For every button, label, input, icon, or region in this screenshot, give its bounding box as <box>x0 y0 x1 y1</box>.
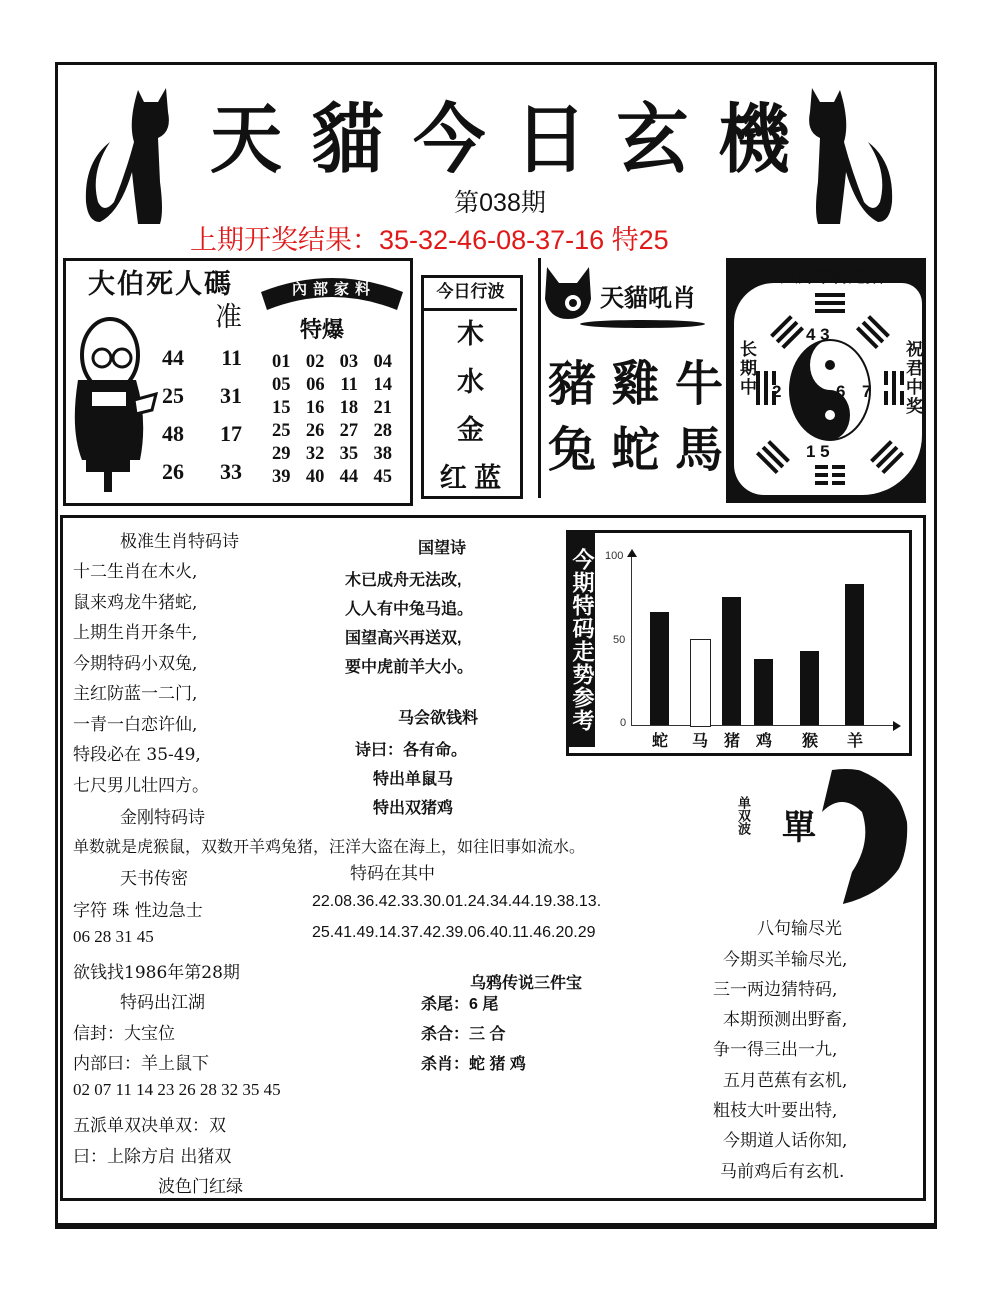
number: 33 <box>220 459 242 484</box>
crow-title: 乌鸦传说三件宝 <box>470 975 583 992</box>
guowang-poem-title: 国望诗 <box>418 540 467 557</box>
bagua-left-text: 长期中 <box>737 340 756 397</box>
last-draw-result: 上期开奖结果：35-32-46-08-37-16 特25 <box>190 225 669 255</box>
bagua-title: 八卦中特尾數 <box>781 267 883 286</box>
crow-line: 杀合：三 合 <box>421 1026 506 1043</box>
y-tick-label: 100 <box>605 550 624 562</box>
cat-face-icon <box>543 265 593 320</box>
wave-item: 金 <box>457 415 484 445</box>
mahui-line: 诗曰：各有命。 <box>355 742 468 759</box>
photo-big-char: 單 <box>782 808 816 848</box>
zodiac-grid <box>548 345 723 477</box>
title-char: 天 <box>210 94 283 184</box>
jianghu-line: 波色门红绿 <box>158 1177 243 1197</box>
jingang-title: 金刚特码诗 <box>120 808 205 828</box>
inside-info-banner-text: 內部家料 <box>291 280 376 298</box>
zodiac: 馬 <box>674 422 723 478</box>
zodiac: 豬 <box>548 356 597 412</box>
poem-line: 要中虎前羊大小。 <box>345 659 474 676</box>
zodiac: 雞 <box>611 356 660 412</box>
number: 03 <box>339 352 359 372</box>
crow-line: 杀尾：6 尾 <box>421 996 499 1013</box>
pair-row <box>162 421 242 459</box>
x-tick-label: 猴 <box>801 731 818 750</box>
title-char: 貓 <box>311 94 384 184</box>
zodiac: 牛 <box>674 356 723 412</box>
eight-poem-line: 粗枝大叶要出特, <box>713 1101 838 1121</box>
tianshu-line: 06 28 31 45 <box>73 927 154 946</box>
jianghu-line: 02 07 11 14 23 26 28 32 35 45 <box>73 1080 281 1099</box>
uncle-number-pairs <box>162 345 242 497</box>
x-tick-label: 马 <box>691 731 708 750</box>
jianghu-line: 五派单双决单双：双 <box>73 1116 226 1136</box>
eight-poem-title: 八句输尽光 <box>757 919 842 939</box>
eight-poem-line: 马前鸡后有玄机. <box>720 1162 845 1182</box>
poem-line: 上期生肖开条牛, <box>73 623 198 643</box>
bagua-right-text: 祝君中奖 <box>903 340 922 416</box>
number: 02 <box>305 352 325 372</box>
poem-line: 特段必在 35-49, <box>73 745 201 765</box>
chart-title: 今期特码走势参考 <box>569 533 595 747</box>
y-tick-label: 50 <box>613 634 626 646</box>
eight-poem-line: 争一得三出一九, <box>713 1040 838 1060</box>
uncle-box-title: 大伯死人碼 <box>88 269 233 300</box>
y-tick-label: 0 <box>620 717 627 729</box>
cat-silhouette-left-icon <box>80 82 190 232</box>
number: 11 <box>340 375 358 395</box>
poem-line: 木已成舟无法改, <box>345 572 462 589</box>
poem-line: 人人有中兔马追。 <box>345 601 474 618</box>
eight-poem-line: 今期道人话你知, <box>723 1131 848 1151</box>
chart-bar <box>650 612 669 725</box>
eight-poem-line: 今期买羊输尽光, <box>723 950 848 970</box>
grid-row <box>272 375 392 398</box>
mahui-line: 特出单鼠马 <box>373 771 454 788</box>
number: 26 <box>305 421 325 441</box>
bagua-number-bottom: 1 5 <box>806 442 830 461</box>
wave-item: 水 <box>457 367 484 397</box>
number: 48 <box>162 421 184 446</box>
number: 15 <box>272 398 291 418</box>
chart-bar <box>690 639 711 727</box>
jianghu-line: 信封：大宝位 <box>73 1024 175 1044</box>
zodiac-poem-title: 极准生肖特码诗 <box>120 532 239 552</box>
old-man-cartoon-icon <box>70 310 160 495</box>
poem-line: 一青一白恋许仙, <box>73 714 198 735</box>
chart-bar <box>722 597 741 725</box>
jianghu-line: 曰：上除方启 出猪双 <box>73 1147 232 1167</box>
bagua-number-center: 6 <box>836 382 846 401</box>
mahui-title: 马会欲钱料 <box>398 710 479 727</box>
poem-line: 今期特码小双兔, <box>73 653 198 674</box>
x-tick-label: 猪 <box>723 731 740 750</box>
grid-row <box>272 398 392 421</box>
tema-in-title: 特码在其中 <box>350 864 435 884</box>
bagua-number-right: 7 <box>862 382 872 401</box>
title-char: 日 <box>514 94 587 184</box>
number: 05 <box>272 375 291 395</box>
zodiac: 兔 <box>548 422 597 478</box>
jianghu-line: 内部曰：羊上鼠下 <box>73 1054 209 1074</box>
pair-row <box>162 345 242 383</box>
tianshu-line: 欲钱找1986年第28期 <box>73 963 240 983</box>
pair-row <box>162 383 242 421</box>
number: 38 <box>373 444 392 464</box>
tianshu-title: 天书传密 <box>120 869 188 889</box>
jingang-line: 单数就是虎猴鼠，双数开羊鸡兔猪，汪洋大盗在海上，如往旧事如流水。 <box>73 837 586 856</box>
grid-row <box>272 421 392 444</box>
number: 16 <box>305 398 325 418</box>
number: 25 <box>272 421 291 441</box>
crow-line: 杀肖：蛇 猪 鸡 <box>421 1056 526 1073</box>
number: 35 <box>339 444 359 464</box>
today-wave-title: 今日行波 <box>424 278 517 311</box>
photo-small-text: 单双波 <box>735 796 750 835</box>
number: 32 <box>305 444 325 464</box>
chart-bar <box>800 651 819 725</box>
chart-x-axis <box>631 725 893 726</box>
today-wave-list <box>424 312 517 504</box>
number: 31 <box>220 383 242 408</box>
number: 27 <box>339 421 359 441</box>
number: 44 <box>339 467 359 487</box>
number: 45 <box>373 467 392 487</box>
divider <box>580 320 705 328</box>
inside-number-grid <box>272 352 392 490</box>
zodiac-row <box>548 345 723 411</box>
number: 06 <box>306 375 325 395</box>
issue-number: 第038期 <box>454 189 546 217</box>
jianghu-title: 特码出江湖 <box>120 993 205 1013</box>
grid-row <box>272 352 392 375</box>
mahui-line: 特出双猪鸡 <box>373 800 454 817</box>
number: 28 <box>373 421 392 441</box>
number: 21 <box>373 398 392 418</box>
zodiac: 蛇 <box>611 422 660 478</box>
bagua-number-top: 4 3 <box>806 325 830 344</box>
cat-zodiac-title: 天貓吼肖 <box>600 283 696 312</box>
number: 25 <box>162 383 184 408</box>
bagua-number-left: 2 <box>772 382 782 401</box>
title-char: 玄 <box>616 94 689 184</box>
guowang-poem <box>345 567 473 683</box>
poem-line: 十二生肖在木火, <box>73 562 198 582</box>
number: 26 <box>162 459 184 484</box>
chart-y-axis <box>631 557 632 725</box>
page-title <box>210 88 790 184</box>
eight-poem-line: 三一两边猜特码, <box>713 980 838 1000</box>
number: 18 <box>339 398 359 418</box>
pair-row <box>162 459 242 497</box>
grid-row <box>272 467 392 490</box>
number: 04 <box>373 352 392 372</box>
inside-info-subtitle: 特爆 <box>300 317 345 343</box>
poem-line: 鼠来鸡龙牛猪蛇, <box>73 592 198 613</box>
number: 14 <box>373 375 392 395</box>
wave-item: 红 蓝 <box>439 463 502 493</box>
tianshu-line: 字符 珠 性边急士 <box>73 901 203 921</box>
x-axis-arrow-icon <box>893 721 901 731</box>
wave-item: 木 <box>457 319 484 349</box>
number: 44 <box>162 345 184 370</box>
number: 40 <box>305 467 325 487</box>
x-tick-label: 蛇 <box>651 731 668 750</box>
cat-silhouette-right-icon <box>788 82 898 232</box>
number: 39 <box>272 467 291 487</box>
x-tick-label: 鸡 <box>755 731 772 750</box>
number: 29 <box>272 444 291 464</box>
title-char: 機 <box>717 94 790 184</box>
grid-row <box>272 444 392 467</box>
x-tick-label: 羊 <box>846 731 863 750</box>
chart-bar <box>754 659 773 725</box>
eight-poem-line: 本期预测出野畜, <box>723 1010 848 1030</box>
poem-line: 国望高兴再送双, <box>345 630 462 647</box>
tema-in-line: 25.41.49.14.37.42.39.06.40.11.46.20.29 <box>312 924 596 941</box>
bagua-trigrams-icon <box>740 285 920 495</box>
number: 17 <box>220 421 242 446</box>
tema-in-line: 22.08.36.42.33.30.01.24.34.44.19.38.13. <box>312 893 602 910</box>
poem-line: 主红防蓝一二门, <box>73 684 198 704</box>
zodiac-poem <box>73 557 209 801</box>
zodiac-row <box>548 411 723 477</box>
uncle-accent-text: 准 <box>215 302 242 333</box>
title-char: 今 <box>413 94 486 184</box>
number: 01 <box>272 352 291 372</box>
number: 11 <box>221 345 242 370</box>
eight-poem-line: 五月芭蕉有玄机, <box>723 1071 848 1091</box>
chart-bar <box>845 584 864 725</box>
poem-line: 七尺男儿壮四方。 <box>73 775 209 796</box>
y-axis-arrow-icon <box>627 549 637 557</box>
